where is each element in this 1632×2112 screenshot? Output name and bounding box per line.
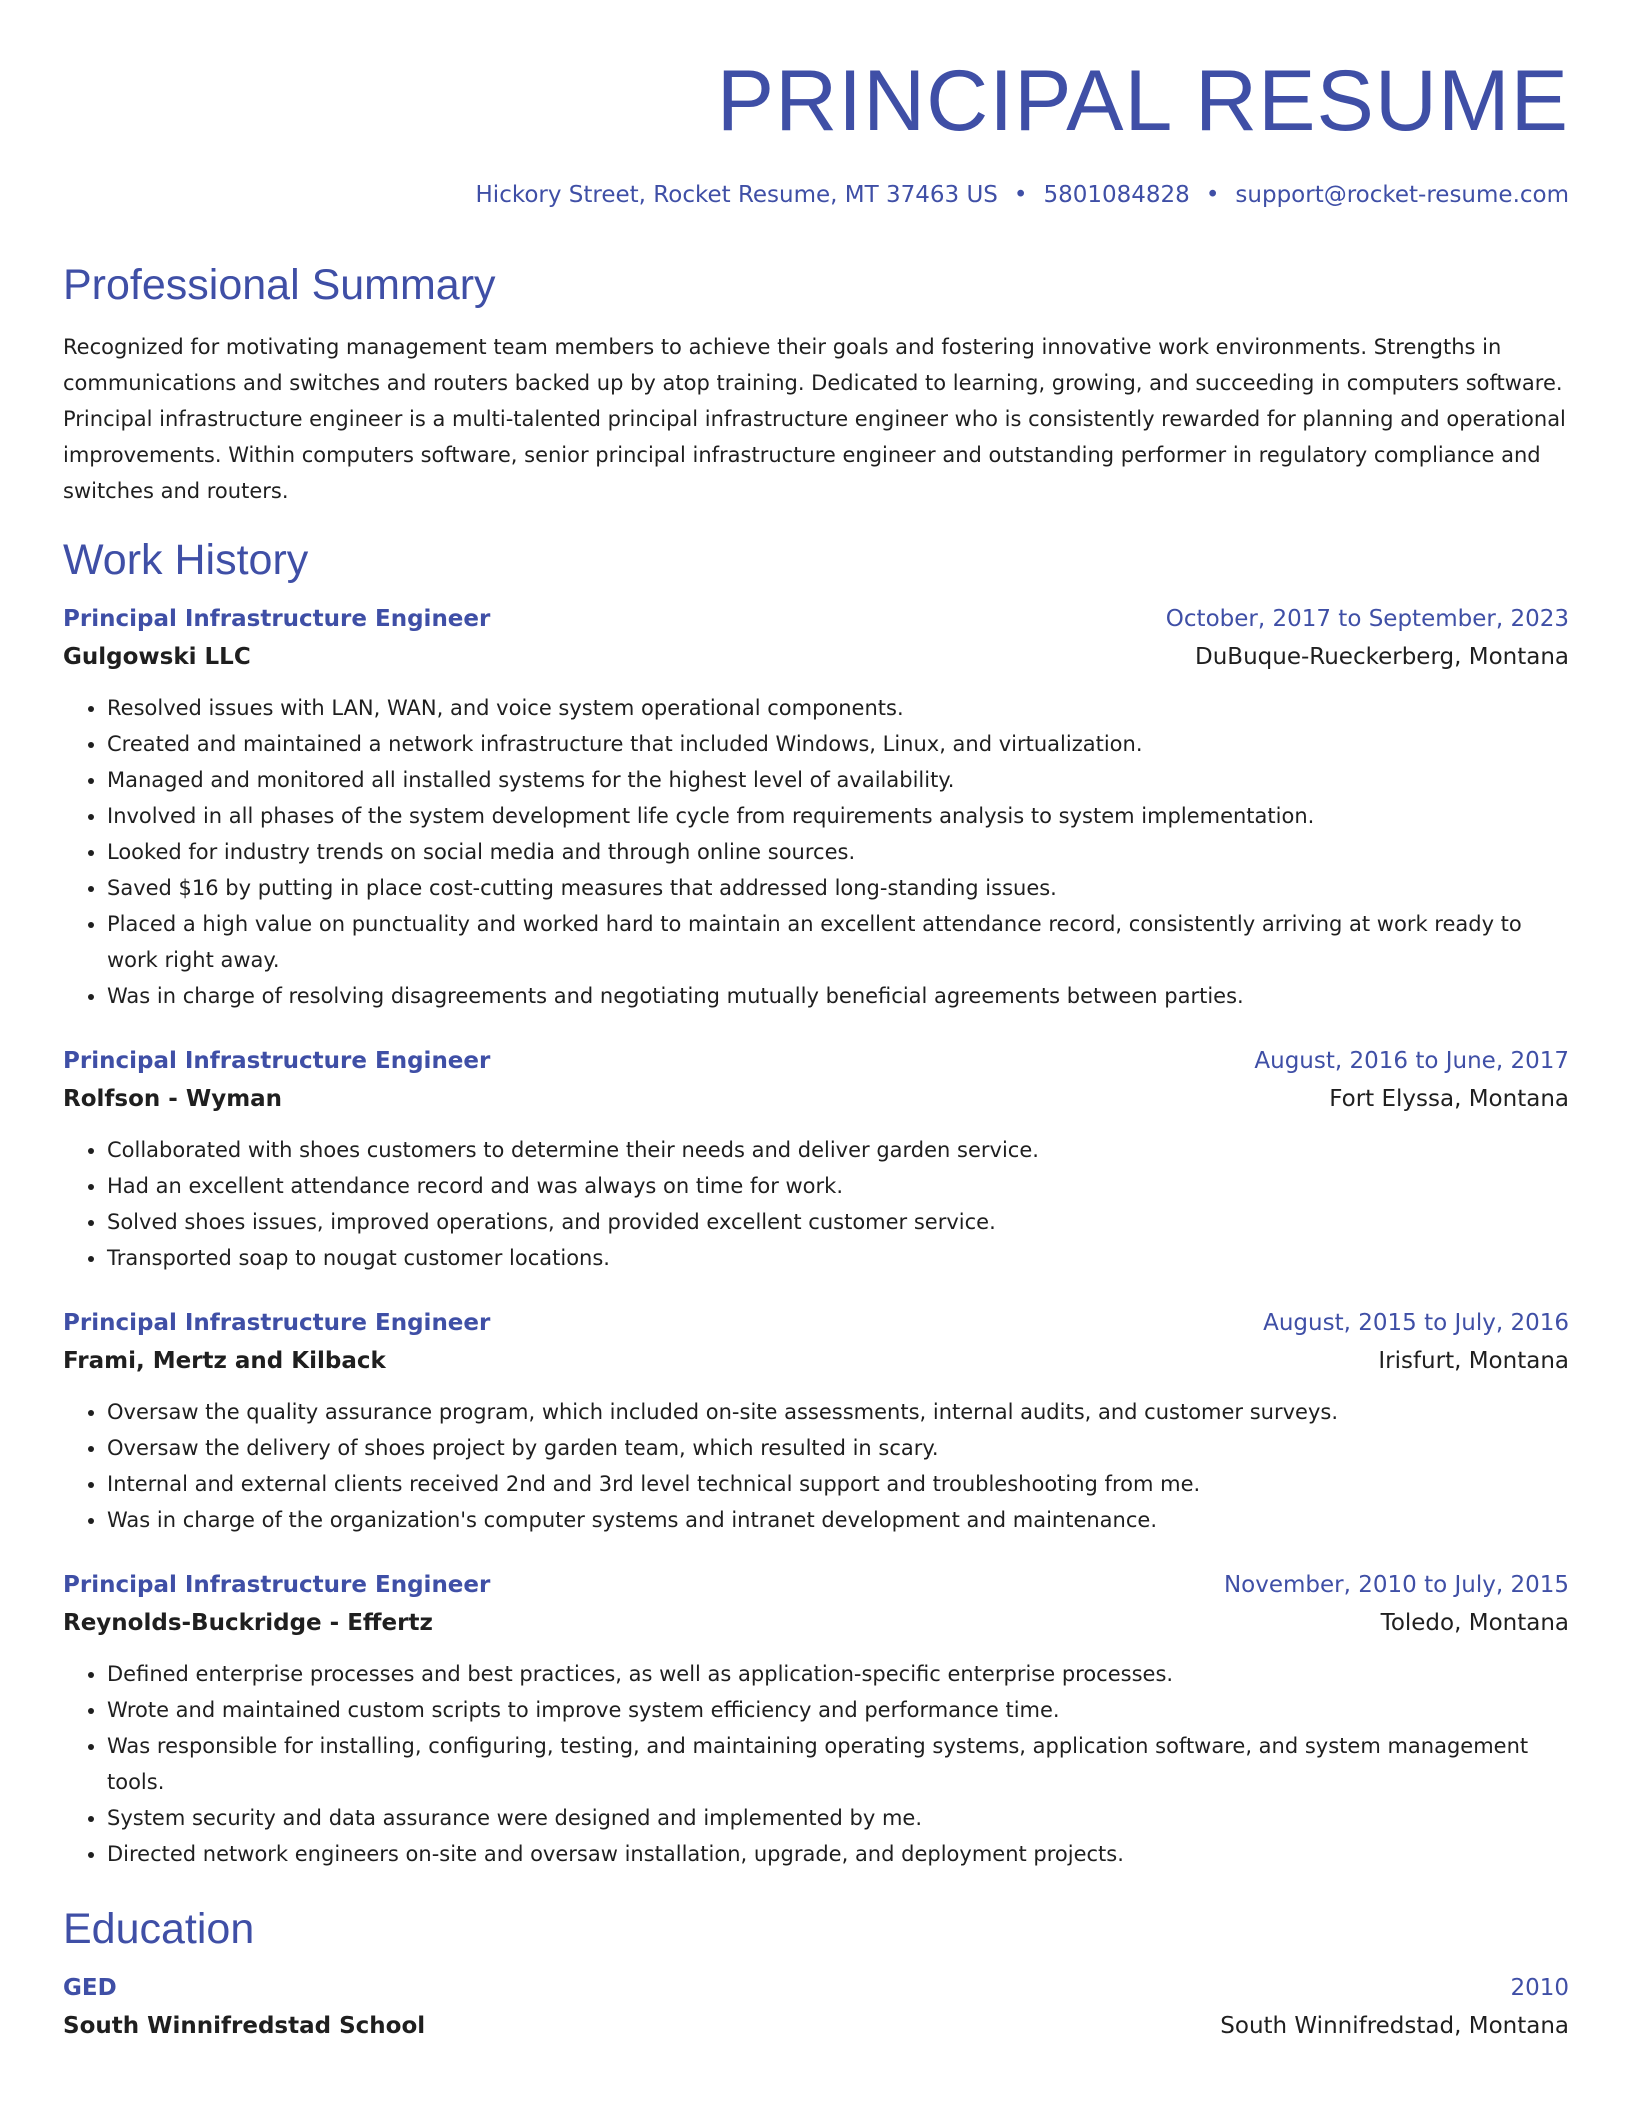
job-title: Principal Infrastructure Engineer <box>63 1310 491 1337</box>
job-entry <box>63 1310 1569 1538</box>
job-bullet: • Collaborated with shoes customers to determine their needs and deliver garden service. <box>107 1132 1569 1168</box>
resume-name: PRINCIPAL RESUME <box>716 53 1569 149</box>
education-section-title: Education <box>63 1905 255 1954</box>
job-bullet: • Saved $16 by putting in place cost-cutting measures that addressed long-standing issues. <box>107 870 1569 906</box>
job-bullet: • Had an excellent attendance record and was always on time for work. <box>107 1168 1569 1204</box>
job-bullet: • Directed network engineers on-site and oversaw installation, upgrade, and deployment projects. <box>107 1836 1569 1872</box>
job-bullet-list <box>63 690 1569 1014</box>
summary-text: Recognized for motivating management team members to achieve their goals and fostering innovative work environments. Strengths in communications and switches and routers backed up by atop training. Dedicated to learning, growing, and succeeding in computers software. Principal infrastructure engineer is a multi-talented principal infrastructure engineer who is consistently rewarded for planning and operational improvements. Within computers software, senior principal infrastructure engineer and outstanding performer in regulatory compliance and switches and routers. <box>63 334 1566 503</box>
job-location: DuBuque-Rueckerberg, Montana <box>1195 644 1569 671</box>
job-title: Principal Infrastructure Engineer <box>63 1048 491 1075</box>
job-location: Fort Elyssa, Montana <box>1329 1086 1569 1113</box>
contact-separator: • <box>1013 182 1028 208</box>
job-bullet: • Oversaw the delivery of shoes project by garden team, which resulted in scary. <box>107 1430 1569 1466</box>
job-bullet: • Was in charge of the organization's computer systems and intranet development and maintenance. <box>107 1502 1569 1538</box>
job-bullet: • Involved in all phases of the system development life cycle from requirements analysis to system implementation. <box>107 798 1569 834</box>
summary-section-title: Professional Summary <box>63 260 496 309</box>
contact-email: support@rocket-resume.com <box>1235 182 1569 208</box>
job-bullet-list <box>63 1656 1569 1872</box>
job-bullet: • Solved shoes issues, improved operations, and provided excellent customer service. <box>107 1204 1569 1240</box>
job-location: Toledo, Montana <box>1380 1610 1569 1637</box>
job-dates: August, 2015 to July, 2016 <box>1263 1310 1569 1337</box>
job-bullet-list <box>63 1394 1569 1538</box>
job-title: Principal Infrastructure Engineer <box>63 1572 491 1599</box>
job-dates: November, 2010 to July, 2015 <box>1223 1572 1569 1599</box>
contact-phone: 5801084828 <box>1043 182 1190 208</box>
job-company: Gulgowski LLC <box>63 644 251 671</box>
job-company: Reynolds-Buckridge - Effertz <box>63 1610 433 1637</box>
contact-line <box>63 182 1569 210</box>
job-bullet: • Managed and monitored all installed systems for the highest level of availability. <box>107 762 1569 798</box>
job-bullet: • Wrote and maintained custom scripts to improve system efficiency and performance time. <box>107 1692 1569 1728</box>
job-company: Frami, Mertz and Kilback <box>63 1348 386 1375</box>
education-degree: GED <box>63 1975 117 2002</box>
job-bullet: • Looked for industry trends on social media and through online sources. <box>107 834 1569 870</box>
job-location: Irisfurt, Montana <box>1378 1348 1569 1375</box>
job-bullet: • Oversaw the quality assurance program, which included on-site assessments, internal audits, and customer surveys. <box>107 1394 1569 1430</box>
education-location: South Winnifredstad, Montana <box>1220 2013 1569 2040</box>
job-company: Rolfson - Wyman <box>63 1086 283 1113</box>
job-title: Principal Infrastructure Engineer <box>63 606 491 633</box>
education-school: South Winnifredstad School <box>63 2013 426 2040</box>
education-entry <box>63 1975 1569 2039</box>
job-bullet: • Resolved issues with LAN, WAN, and voice system operational components. <box>107 690 1569 726</box>
job-bullet: • Internal and external clients received 2nd and 3rd level technical support and troubleshooting from me. <box>107 1466 1569 1502</box>
job-bullet: • Defined enterprise processes and best practices, as well as application-specific enterprise processes. <box>107 1656 1569 1692</box>
job-dates: August, 2016 to June, 2017 <box>1254 1048 1569 1075</box>
job-bullet: • Created and maintained a network infrastructure that included Windows, Linux, and virtualization. <box>107 726 1569 762</box>
contact-address: Hickory Street, Rocket Resume, MT 37463 US <box>475 182 998 208</box>
contact-separator: • <box>1205 182 1220 208</box>
job-bullet: • Transported soap to nougat customer locations. <box>107 1240 1569 1276</box>
resume-header <box>63 53 1569 210</box>
job-bullet: • Placed a high value on punctuality and worked hard to maintain an excellent attendance record, consistently arriving at work ready to work right away. <box>107 906 1569 978</box>
job-bullet: • Was responsible for installing, configuring, testing, and maintaining operating systems, application software, and system management tools. <box>107 1728 1569 1800</box>
job-entry <box>63 1572 1569 1872</box>
job-dates: October, 2017 to September, 2023 <box>1165 606 1569 633</box>
job-bullet: • Was in charge of resolving disagreements and negotiating mutually beneficial agreements between parties. <box>107 978 1569 1014</box>
job-bullet-list <box>63 1132 1569 1276</box>
job-entry <box>63 1048 1569 1276</box>
job-entry <box>63 606 1569 1014</box>
job-bullet: • System security and data assurance were designed and implemented by me. <box>107 1800 1569 1836</box>
work-history-section-title: Work History <box>63 535 309 584</box>
education-year: 2010 <box>1510 1975 1569 2002</box>
